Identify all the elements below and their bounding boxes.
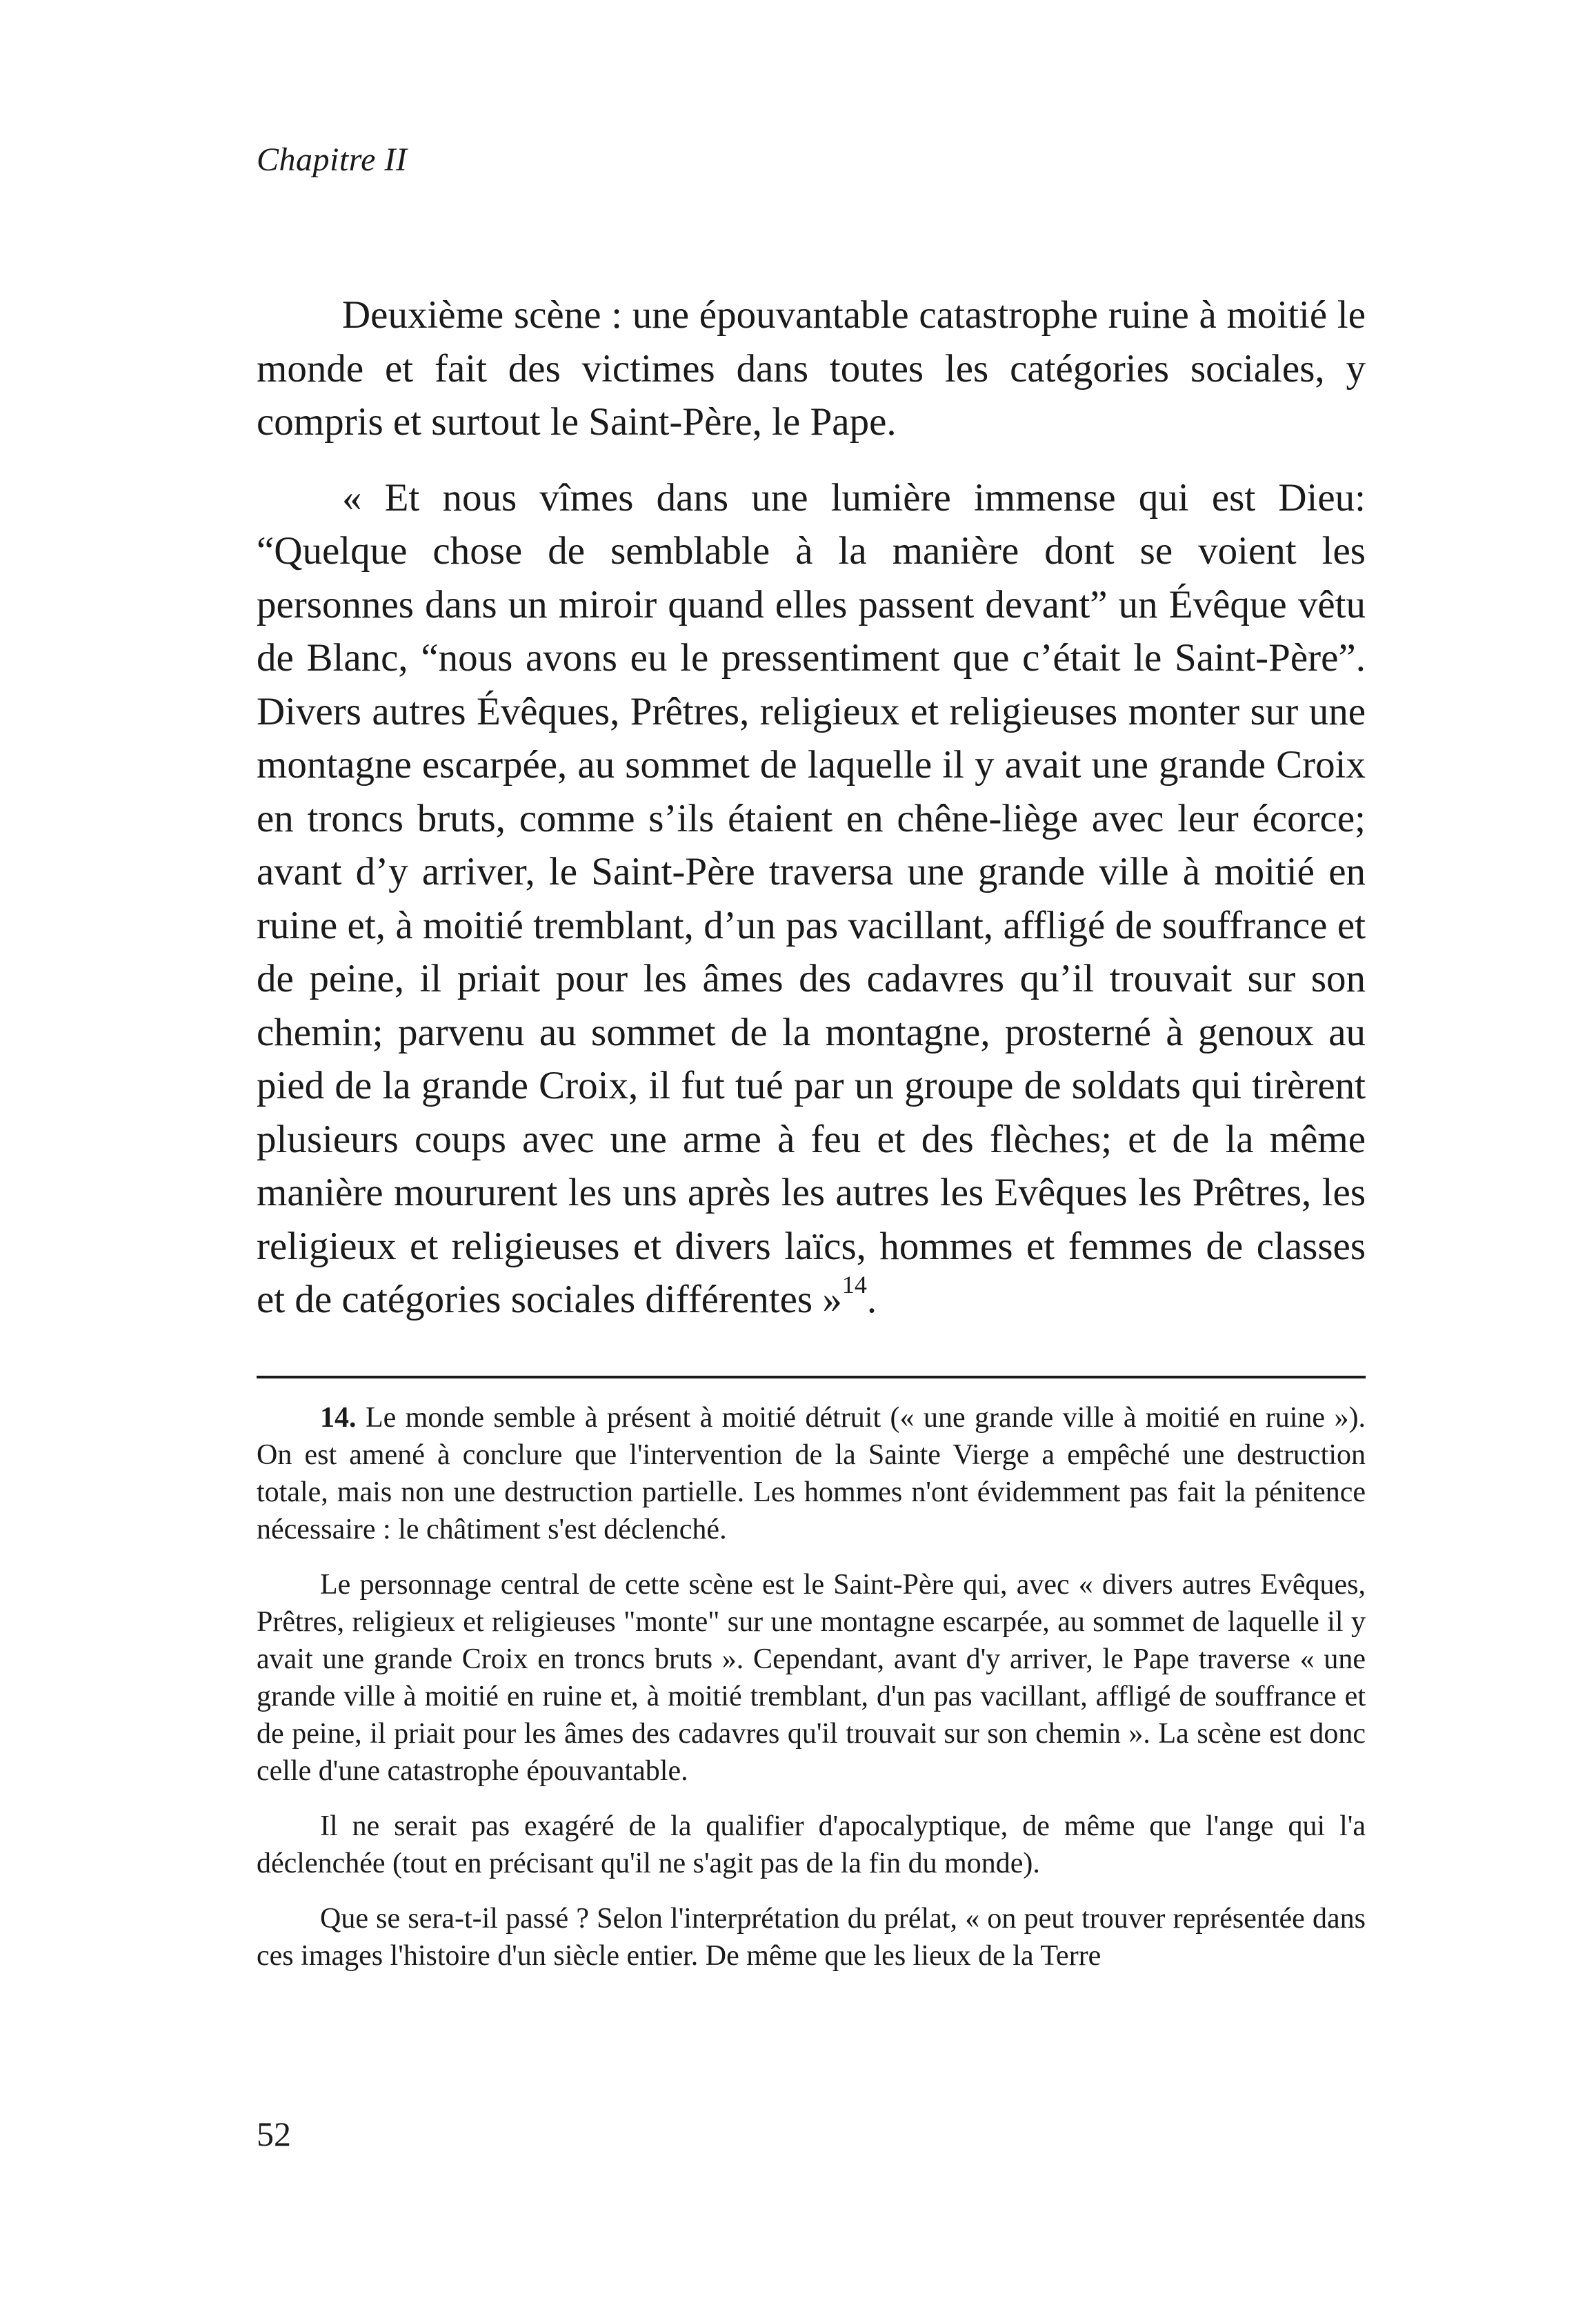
note-paragraph-apocalyptic: Il ne serait pas exagéré de la qualifier d'apocalyptique, de même que l'ange qui l'a déclenchée (tout en précisant qu'il ne s'agit pas de la fin du monde). bbox=[257, 1810, 1366, 1879]
paragraph-vision-quote bbox=[257, 471, 1366, 1327]
main-text bbox=[257, 288, 1366, 1327]
running-head: Chapitre II bbox=[257, 141, 408, 178]
paragraph-end-punctuation: . bbox=[866, 1278, 877, 1321]
footnotes bbox=[257, 1399, 1366, 1975]
footnote-14 bbox=[257, 1399, 1366, 1548]
footnote-text: Le monde semble à présent à moitié détruit (« une grande ville à moitié en ruine »). On est amené à conclure que l'intervention de la Sainte Vierge a empêché une destruction totale, mais non une destruction partielle. Les hommes n'ont évidemment pas fait la pénitence nécessaire : le châtiment s'est déclenché. bbox=[257, 1402, 1366, 1545]
vision-quote-text: « Et nous vîmes dans une lumière immense qui est Dieu: “Quelque chose de semblable à la manière dont se voient les personnes dans un miroir quand elles passent devant” un Évêque vêtu de Blanc, “nous avons eu le pressentiment que c’était le Saint-Père”. Divers autres Évêques, Prêtres, religieux et religieuses monter sur une montagne escarpée, au sommet de laquelle il y avait une grande Croix en troncs bruts, comme s’ils étaient en chêne-liège avec leur écorce; avant d’y arriver, le Saint-Père traversa une grande ville à moitié en ruine et, à moitié tremblant, d’un pas vacillant, affligé de souffrance et de peine, il priait pour les âmes des cadavres qu’il trouvait sur son chemin; parvenu au sommet de la montagne, prosterné à genoux au pied de la grande Croix, il fut tué par un groupe de soldats qui tirèrent plusieurs coups avec une arme à feu et des flèches; et de la même manière moururent les uns après les autres les Evêques les Prêtres, les religieux et religieuses et divers laïcs, hommes et femmes de classes et de catégories sociales différentes » bbox=[257, 475, 1366, 1321]
footnote-number: 14. bbox=[320, 1402, 357, 1434]
footnote-reference[interactable]: 14 bbox=[841, 1271, 867, 1298]
paragraph-second-scene: Deuxième scène : une épouvantable catastrophe ruine à moitié le monde et fait des victimes dans toutes les catégories sociales, y compris et surtout le Saint-Père, le Pape. bbox=[257, 293, 1366, 444]
note-paragraph-central-character: Le personnage central de cette scène est le Saint-Père qui, avec « divers autres Evêques, Prêtres, religieux et religieuses "monte" sur une montagne escarpée, au sommet de laquelle il y avait une grande Croix en troncs bruts ». Cependant, avant d'y arriver, le Pape traverse « une grande ville à moitié en ruine et, à moitié tremblant, d'un pas vacillant, affligé de souffrance et de peine, il priait pour les âmes des cadavres qu'il trouvait sur son chemin ». La scène est donc celle d'une catastrophe épouvantable. bbox=[257, 1569, 1366, 1787]
footnote-divider bbox=[257, 1376, 1366, 1378]
note-paragraph-interpretation: Que se sera-t-il passé ? Selon l'interprétation du prélat, « on peut trouver représentée dans ces images l'histoire d'un siècle entier. De même que les lieux de la Terre bbox=[257, 1903, 1366, 1972]
page-number: 52 bbox=[257, 2115, 291, 2153]
